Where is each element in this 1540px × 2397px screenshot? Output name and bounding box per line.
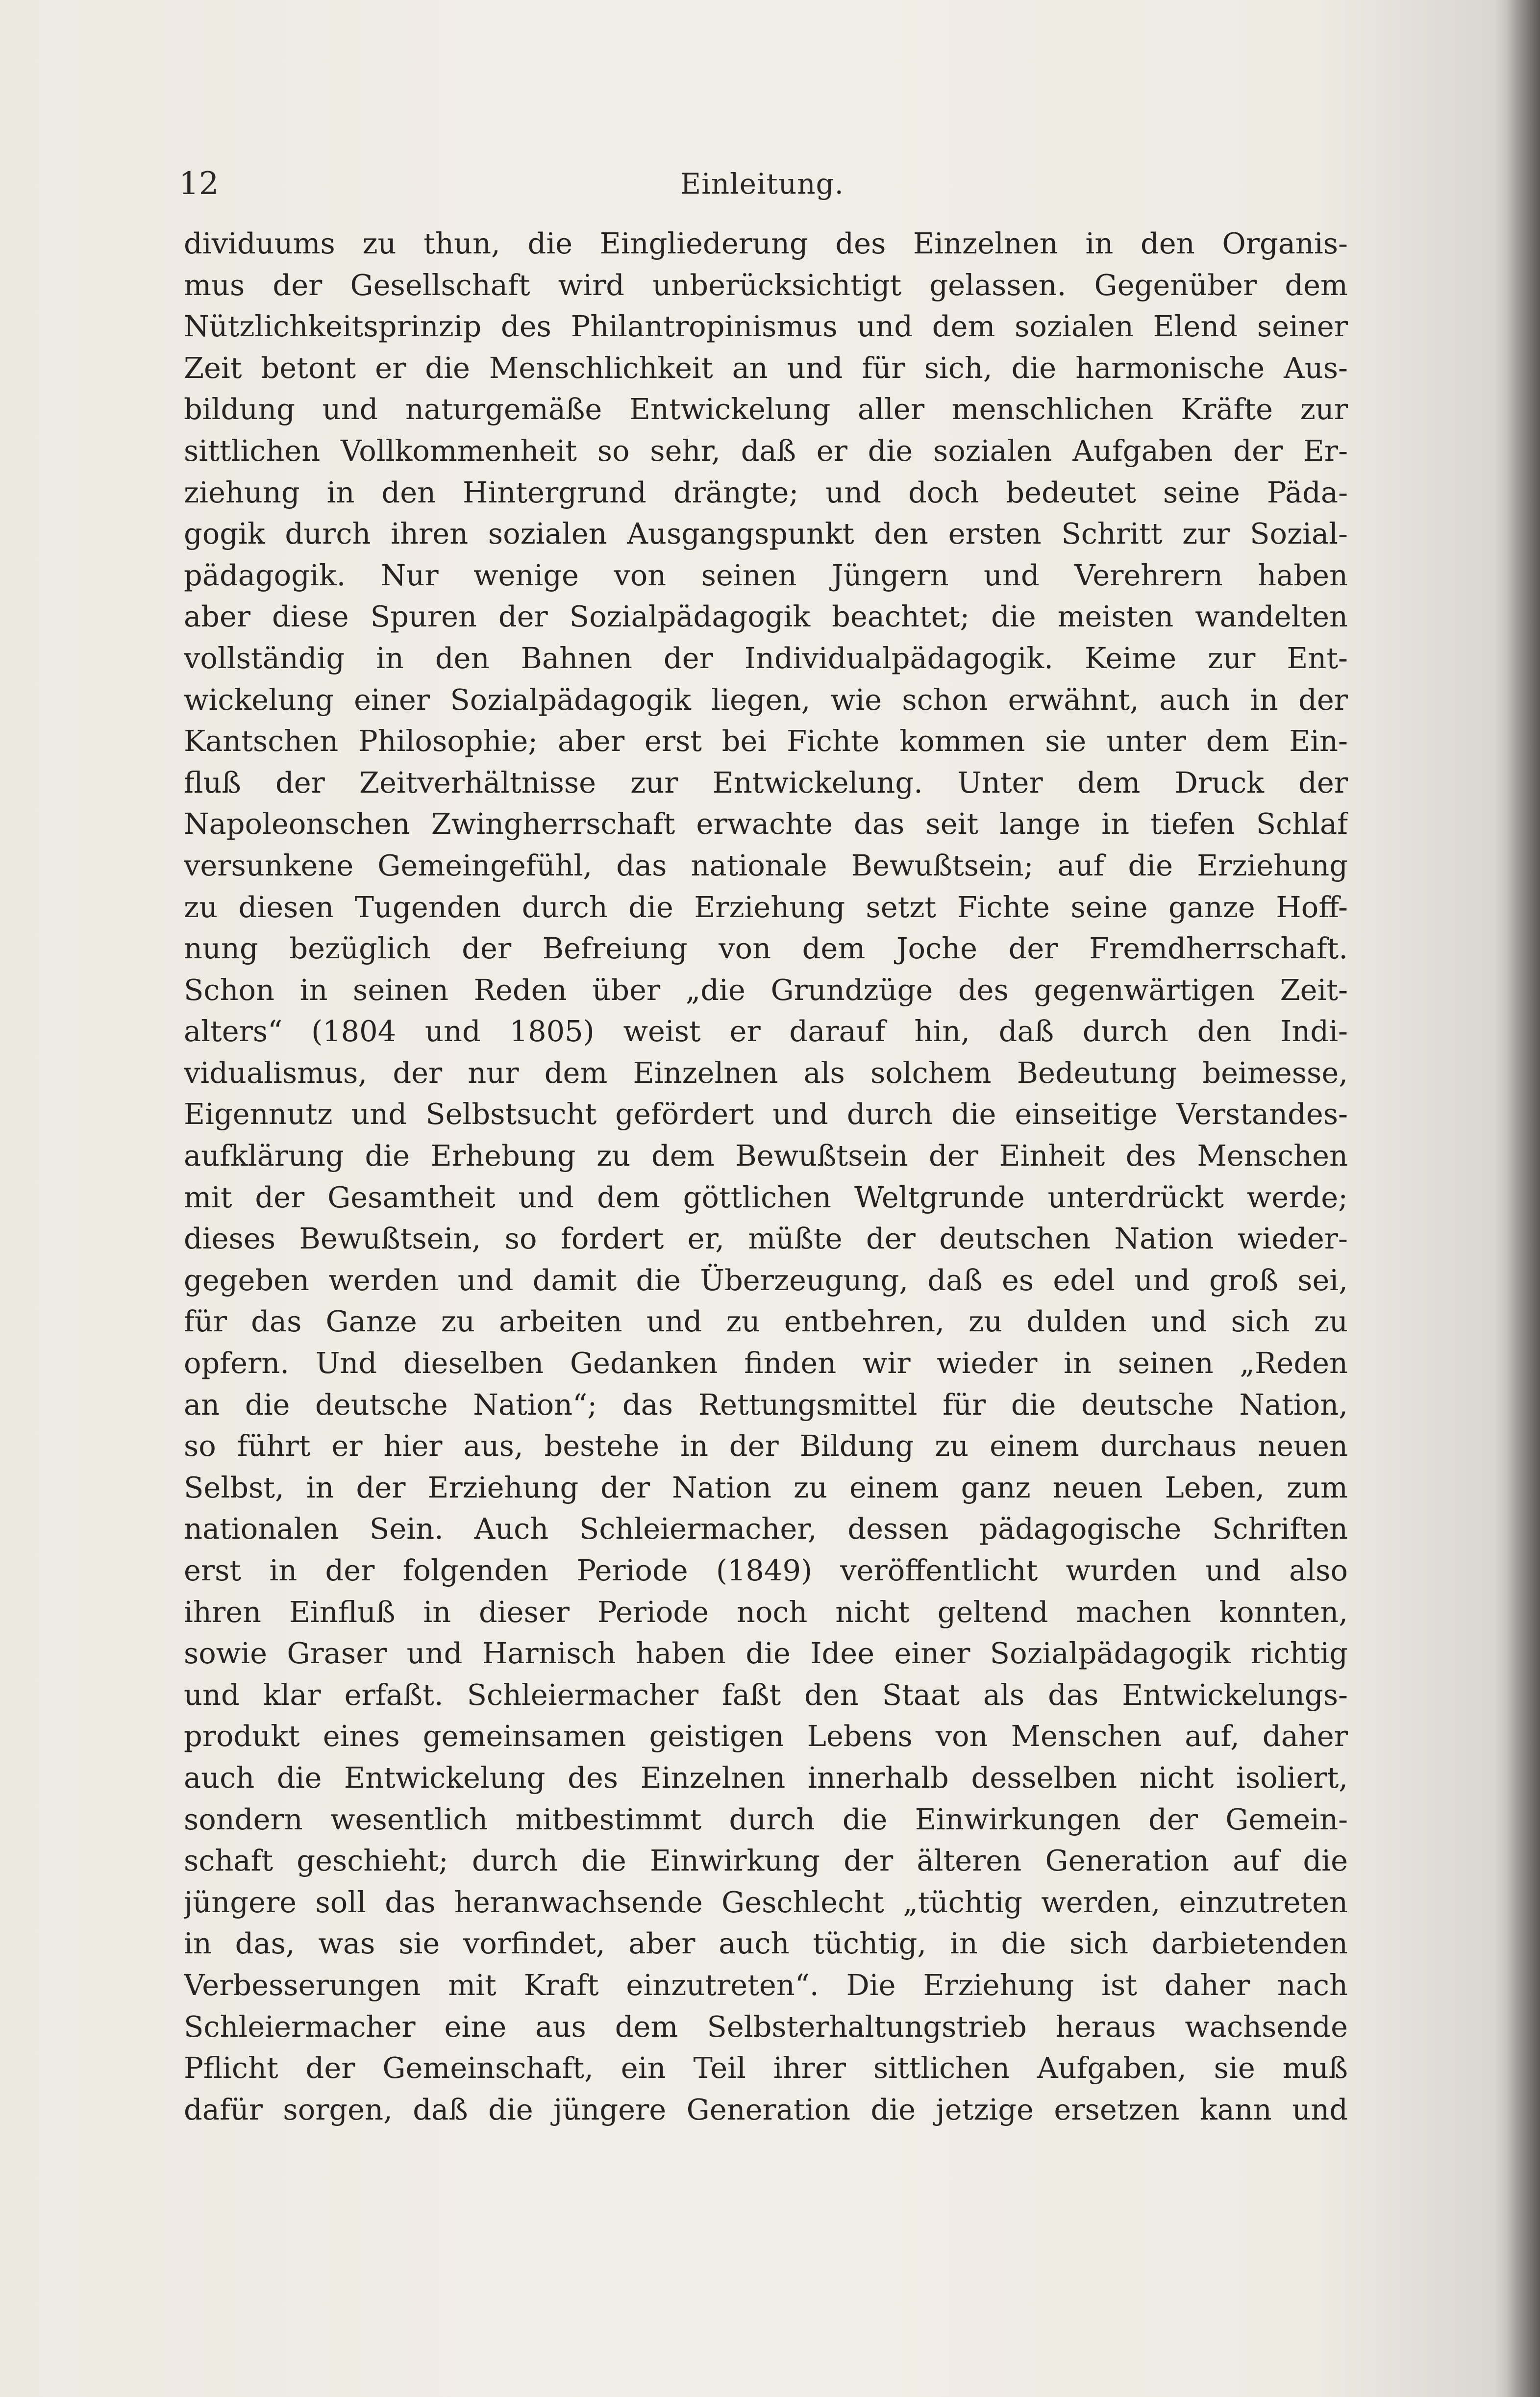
text-line: mit der Gesamtheit und dem göttlichen Weltgrunde unterdrückt werde; xyxy=(184,1180,1348,1214)
text-line: Napoleonschen Zwingherrschaft erwachte das seit lange in tiefen Schlaf xyxy=(184,807,1348,841)
body-text xyxy=(184,223,1348,2130)
text-line: erst in der folgenden Periode (1849) veröffentlicht wurden und also xyxy=(184,1553,1348,1587)
text-line: ihren Einfluß in dieser Periode noch nicht geltend machen konnten, xyxy=(184,1595,1348,1629)
text-line: gogik durch ihren sozialen Ausgangspunkt den ersten Schritt zur Sozial- xyxy=(184,517,1348,551)
text-line: Kantschen Philosophie; aber erst bei Fichte kommen sie unter dem Ein- xyxy=(184,724,1348,758)
text-line: dividuums zu thun, die Eingliederung des Einzelnen in den Organis- xyxy=(184,226,1348,260)
text-line: fluß der Zeitverhältnisse zur Entwickelung. Unter dem Druck der xyxy=(184,765,1348,799)
text-line: zu diesen Tugenden durch die Erziehung setzt Fichte seine ganze Hoff- xyxy=(184,890,1348,924)
page-header xyxy=(179,162,1345,206)
text-line: vidualismus, der nur dem Einzelnen als solchem Bedeutung beimesse, xyxy=(184,1055,1348,1090)
text-line: Nützlichkeitsprinzip des Philantropinismus und dem sozialen Elend seiner xyxy=(184,309,1348,344)
page-number: 12 xyxy=(179,166,219,202)
text-line: auch die Entwickelung des Einzelnen innerhalb desselben nicht isoliert, xyxy=(184,1760,1348,1795)
text-line: dieses Bewußtsein, so fordert er, müßte der deutschen Nation wieder- xyxy=(184,1222,1348,1256)
text-line: Schon in seinen Reden über „die Grundzüge des gegenwärtigen Zeit- xyxy=(184,973,1348,1007)
text-line: vollständig in den Bahnen der Individualpädagogik. Keime zur Ent- xyxy=(184,641,1348,675)
text-line: ziehung in den Hintergrund drängte; und doch bedeutet seine Päda- xyxy=(184,475,1348,509)
text-line: sondern wesentlich mitbestimmt durch die Einwirkungen der Gemein- xyxy=(184,1802,1348,1836)
text-line: mus der Gesellschaft wird unberücksichtigt gelassen. Gegenüber dem xyxy=(184,268,1348,302)
text-line: aufklärung die Erhebung zu dem Bewußtsein der Einheit des Menschen xyxy=(184,1139,1348,1173)
text-line: so führt er hier aus, bestehe in der Bildung zu einem durchaus neuen xyxy=(184,1429,1348,1463)
text-line: bildung und naturgemäße Entwickelung aller menschlichen Kräfte zur xyxy=(184,392,1348,426)
text-line: nung bezüglich der Befreiung von dem Joche der Fremdherrschaft. xyxy=(184,931,1348,966)
text-line: schaft geschieht; durch die Einwirkung der älteren Generation auf die xyxy=(184,1844,1348,1878)
text-line: Eigennutz und Selbstsucht gefördert und durch die einseitige Verstandes- xyxy=(184,1097,1348,1131)
text-line: gegeben werden und damit die Überzeugung, daß es edel und groß sei, xyxy=(184,1263,1348,1297)
text-line: sittlichen Vollkommenheit so sehr, daß er die sozialen Aufgaben der Er- xyxy=(184,433,1348,468)
text-line: versunkene Gemeingefühl, das nationale Bewußtsein; auf die Erziehung xyxy=(184,848,1348,882)
text-line: nationalen Sein. Auch Schleiermacher, dessen pädagogische Schriften xyxy=(184,1512,1348,1546)
text-line: in das, was sie vorfindet, aber auch tüchtig, in die sich darbietenden xyxy=(184,1926,1348,1961)
text-line: aber diese Spuren der Sozialpädagogik beachtet; die meisten wandelten xyxy=(184,599,1348,634)
text-line: und klar erfaßt. Schleiermacher faßt den Staat als das Entwickelungs- xyxy=(184,1677,1348,1712)
text-line: sowie Graser und Harnisch haben die Idee einer Sozialpädagogik richtig xyxy=(184,1636,1348,1671)
text-line: Schleiermacher eine aus dem Selbsterhaltungstrieb heraus wachsende xyxy=(184,2009,1348,2044)
text-line: opfern. Und dieselben Gedanken finden wir wieder in seinen „Reden xyxy=(184,1346,1348,1380)
text-line: produkt eines gemeinsamen geistigen Lebens von Menschen auf, daher xyxy=(184,1719,1348,1753)
text-line: Verbesserungen mit Kraft einzutreten“. Die Erziehung ist daher nach xyxy=(184,1968,1348,2002)
text-line: pädagogik. Nur wenige von seinen Jüngern und Verehrern haben xyxy=(184,558,1348,592)
text-line: Selbst, in der Erziehung der Nation zu einem ganz neuen Leben, zum xyxy=(184,1470,1348,1504)
text-line: jüngere soll das heranwachsende Geschlecht „tüchtig werden, einzutreten xyxy=(184,1885,1348,1919)
text-line: Pflicht der Gemeinschaft, ein Teil ihrer sittlichen Aufgaben, sie muß xyxy=(184,2051,1348,2085)
text-line: Zeit betont er die Menschlichkeit an und für sich, die harmonische Aus- xyxy=(184,350,1348,385)
text-line: an die deutsche Nation“; das Rettungsmittel für die deutsche Nation, xyxy=(184,1387,1348,1422)
text-line: für das Ganze zu arbeiten und zu entbehren, zu dulden und sich zu xyxy=(184,1304,1348,1339)
text-line: alters“ (1804 und 1805) weist er darauf hin, daß durch den Indi- xyxy=(184,1014,1348,1049)
text-line: wickelung einer Sozialpädagogik liegen, wie schon erwähnt, auch in der xyxy=(184,682,1348,717)
page-edge-shadow xyxy=(1506,0,1540,2397)
text-line: dafür sorgen, daß die jüngere Generation die jetzige ersetzen kann und xyxy=(184,2092,1348,2126)
running-head: Einleitung. xyxy=(680,167,845,200)
